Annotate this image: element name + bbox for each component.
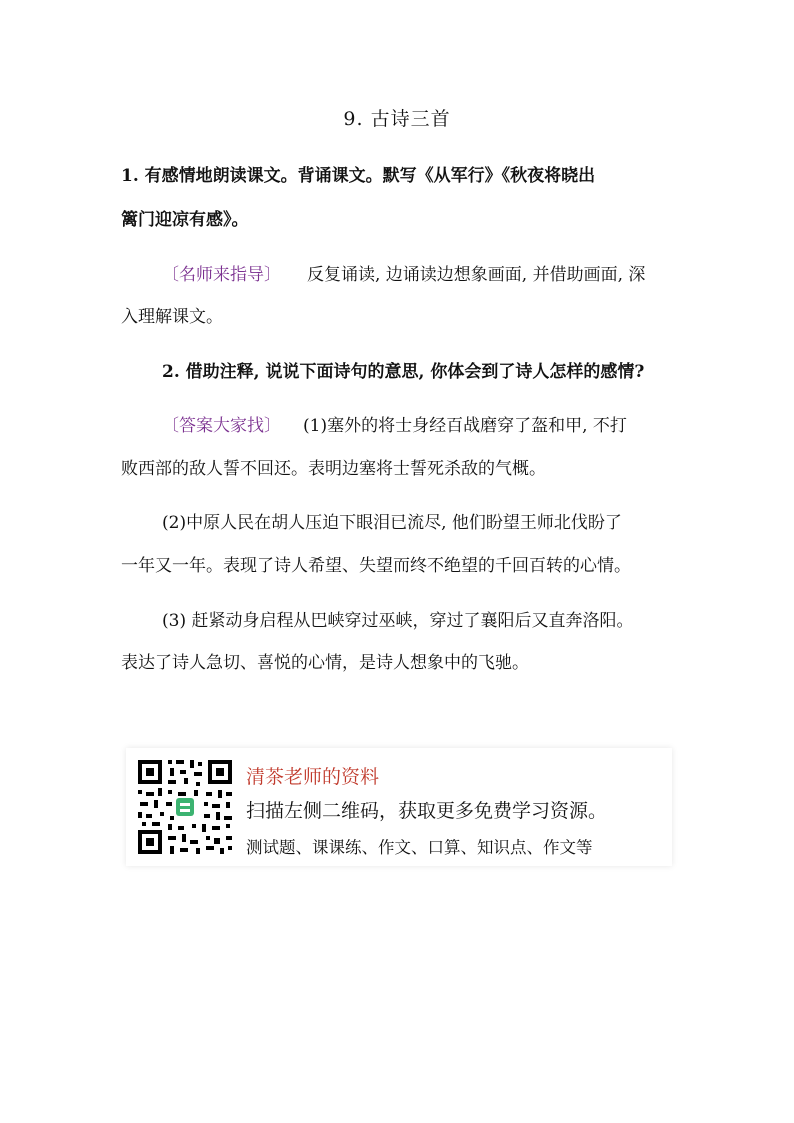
guide-tag: 〔名师来指导〕 [162, 265, 281, 285]
answer-2-line-2: 一年又一年。表现了诗人希望、失望而终不绝望的千回百转的心情。 [121, 556, 631, 576]
promo-title: 清茶老师的资料 [246, 766, 380, 788]
guide-line-1 [162, 260, 645, 285]
promo-subtitle: 扫描左侧二维码，获取更多免费学习资源。 [246, 800, 608, 822]
answer-3-line-1: (3) 赶紧动身启程从巴峡穿过巫峡，穿过了襄阳后又直奔洛阳。 [162, 611, 634, 631]
promo-card [126, 748, 672, 866]
promo-resource-list: 测试题、课课练、作文、口算、知识点、作文等 [246, 838, 593, 857]
question-1-line-2: 篱门迎凉有感》。 [121, 210, 249, 230]
question-1-line-1: 1. 有感情地朗读课文。背诵课文。默写《从军行》《秋夜将晓出 [121, 166, 596, 186]
answer-3-line-2: 表达了诗人急切、喜悦的心情，是诗人想象中的飞驰。 [121, 653, 529, 673]
answer-1-text: (1)塞外的将士身经百战磨穿了盔和甲, 不打 [303, 416, 627, 436]
page-title: 9. 古诗三首 [343, 108, 451, 130]
answer-tag: 〔答案大家找〕 [162, 416, 281, 436]
answer-2-line-1: (2)中原人民在胡人压迫下眼泪已流尽, 他们盼望王师北伐盼了 [162, 513, 622, 533]
answer-1-line-2: 败西部的敌人誓不回还。表明边塞将士誓死杀敌的气概。 [121, 459, 546, 479]
guide-line-2: 入理解课文。 [121, 307, 223, 327]
answer-1-line-1 [162, 411, 627, 436]
qr-code-icon[interactable] [134, 756, 236, 858]
question-2: 2. 借助注释, 说说下面诗句的意思, 你体会到了诗人怎样的感情? [162, 362, 645, 382]
guide-text-1: 反复诵读, 边诵读边想象画面, 并借助画面, 深 [307, 265, 646, 285]
